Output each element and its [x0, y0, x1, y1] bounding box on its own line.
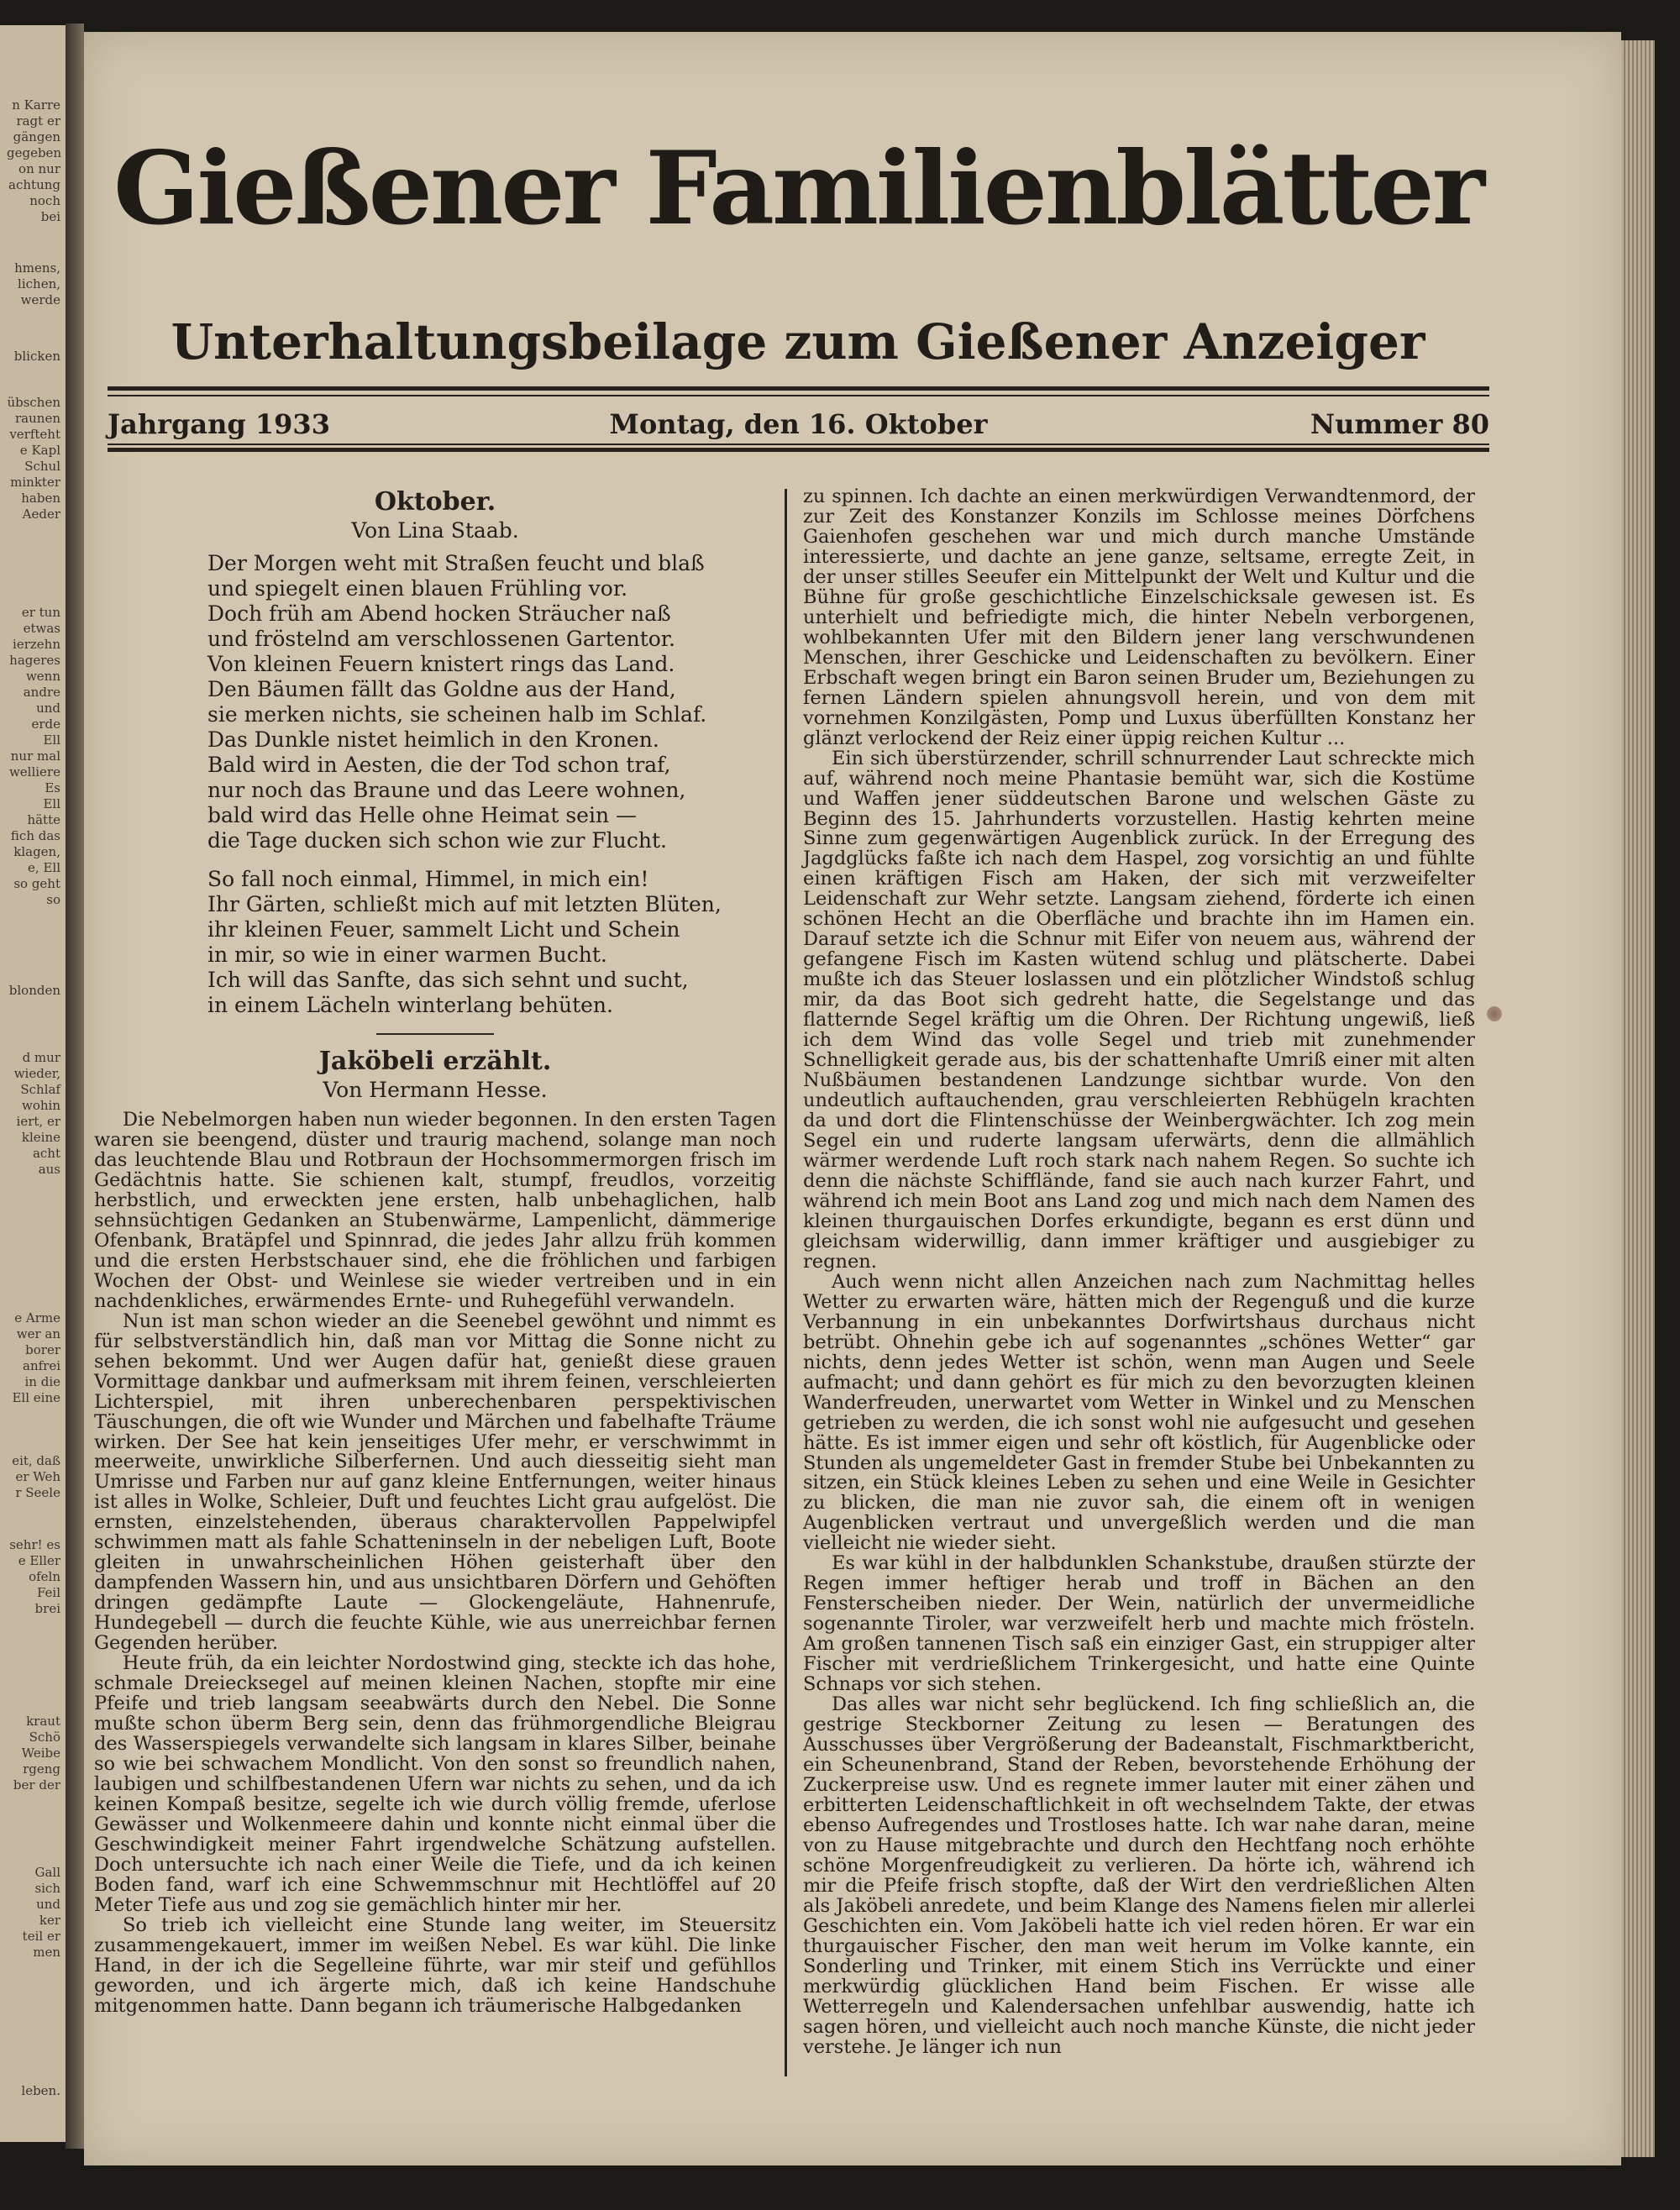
poem-line: ihr kleinen Feuer, sammelt Licht und Schein	[207, 917, 680, 942]
adjacent-text-fragment: übschen raunen verfteht e Kapl Schul minkter haben Aeder	[7, 395, 60, 522]
story-paragraph: Es war kühl in der halbdunklen Schankstube, draußen stürzte der Regen immer heftiger herab und troff in Bächen an den Fensterscheiben nieder. Der Wein, natürlich der unvermeidliche sogenannte Tiroler, war verzweifelt herb und machte mich frösteln. Am großen tannenen Tisch saß ein einziger Gast, ein struppiger alter Fischer mit verdrießlichem Trinkergesicht, und hatte eine Quinte Schnaps vor sich stehen.	[803, 1552, 1475, 1696]
masthead-title: Gießener Familienblätter	[113, 129, 1483, 248]
poem-line: Von kleinen Feuern knistert rings das Land.	[207, 652, 675, 676]
poem-title: Oktober.	[374, 487, 496, 517]
right-column	[803, 487, 1475, 2058]
header-rule	[108, 386, 1489, 391]
adjacent-text-fragment: er tun etwas ierzehn hageres wenn andre und erde Ell nur mal welliere Es Ell hätte fich das klagen, e, Ell so geht so	[8, 605, 60, 907]
poem-line: Den Bäumen fällt das Goldne aus der Hand,	[207, 677, 676, 701]
poem-line: nur noch das Braune und das Leere wohnen,	[207, 778, 686, 802]
story-paragraph: So trieb ich vielleicht eine Stunde lang weiter, im Steuersitz zusammengekauert, immer im weißen Nebel. Es war kühl. Die linke Hand, in der ich die Segelleine führte, war mir steif und gefühllos geworden, und ich ärgerte mich, daß ich keine Handschuhe mitgenommen hatte. Dann begann ich träumerische Halbgedanken	[94, 1913, 776, 2017]
issue-date: Montag, den 16. Oktober	[609, 408, 988, 440]
adjacent-text-fragment: d mur wieder, Schlaf wohin iert, er kleine acht aus	[13, 1050, 60, 1177]
dateline	[108, 405, 1489, 442]
poem-line: sie merken nichts, sie scheinen halb im Schlaf.	[207, 702, 707, 727]
story-paragraph: Ein sich überstürzender, schrill schnurrender Laut schreckte mich auf, während noch meine Phantasie bemüht war, sich die Kostüme und Waffen jener süddeutschen Barone und welschen Gäste zu Beginn des 15. Jahrhunderts vorzustellen. Hastig kehrten meine Sinne zum gegenwärtigen Augenblick zurück. In der Erregung des Jagdglücks faßte ich nach dem Haspel, zog vorsichtig an und fühlte einen kräftigen Fisch am Haken, der sich mit verzweifelter Leidenschaft zur Wehr setzte. Langsam ziehend, förderte ich einen schönen Hecht an die Oberfläche und brachte ihn im Hamen ein. Darauf setzte ich die Schnur mit Eifer von neuem aus, während der gefangene Fisch im Kasten wütend schlug und plätscherte. Dabei mußte ich das Steuer loslassen und ein plötzlicher Windstoß schlug mir, da das Boot sich gedreht hatte, die Segelstange und das flatternde Segel kräftig um die Ohren. Der Richtung ungewiß, ließ ich dem Wind das volle Segel und trieb mit zunehmender Schnelligkeit gerade aus, bis der schattenhafte Umriß einer mit alten Nußbäumen bestandenen Landzunge sichtbar wurde. Von den undeutlich auftauchenden, grau verschleierten Rebhügeln krachten da und dort die Flintenschüsse der Weinbergwächter. Ich zog mein Segel ein und ruderte langsam uferwärts, denn die allmählich wärmer werdende Luft roch stark nach nahem Regen. So suchte ich denn die nächste Schifflände, fand sie auch nach kurzer Fahrt, und während ich mein Boot ans Land zog und mich nach dem Namen des kleinen thurgauischen Dorfes erkundigte, begann es erst dünn und gleichsam widerwillig, dann immer kräftiger und ausgiebiger zu regnen.	[803, 747, 1475, 1273]
poem-line: Ihr Gärten, schließt mich auf mit letzten Blüten,	[207, 892, 722, 916]
story-text-left	[94, 1110, 776, 2017]
paper-stain	[1487, 1006, 1502, 1021]
masthead-subtitle: Unterhaltungsbeilage zum Gießener Anzeiger	[171, 313, 1425, 370]
poem-line: bald wird das Helle ohne Heimat sein —	[207, 803, 638, 827]
poem-line: in mir, so wie in einer warmen Bucht.	[207, 942, 607, 967]
adjacent-text-fragment: hmens, lichen, werde	[14, 260, 60, 307]
header-rule	[108, 395, 1489, 396]
adjacent-text-fragment: kraut Schö Weibe rgeng ber der	[13, 1714, 60, 1793]
poem-line: und fröstelnd am verschlossenen Gartentor.	[207, 627, 675, 651]
volume-label: Jahrgang 1933	[108, 408, 330, 440]
story-paragraph: Die Nebelmorgen haben nun wieder begonnen. In den ersten Tagen waren sie beengend, düster und traurig machend, solange man noch das leuchtende Blau und Rotbraun der Hochsommermorgen frisch im Gedächtnis hatte. Sie schienen kalt, stumpf, freudlos, vorzeitig herbstlich, und erweckten jene ersten, halb unbehaglichen, halb sehnsüchtigen Gedanken an Stubenwärme, Lampenlicht, dämmerige Ofenbank, Bratäpfel und Spinnrad, die jedes Jahr allzu früh kommen und die ersten Herbstschauer sind, ehe die fröhlichen und farbigen Wochen der Obst- und Weinlese sie wieder vertreiben und in ein nachdenkliches, erwärmendes Ernte- und Ruhegefühl verwandeln.	[94, 1109, 776, 1312]
story-paragraph: Das alles war nicht sehr beglückend. Ich fing schließlich an, die gestrige Steckborner Zeitung zu lesen — Beratungen des Ausschusses über Vergrößerung der Badeanstalt, Fischmarktbericht, ein Scheunenbrand, Stand der Reben, bevorstehende Erhöhung der Zuckerpreise usw. Und es regnete immer lauter mit einer zähen und erbitterten Leidenschaftlichkeit in oft wechselndem Takte, der etwas ebenso Aufregendes und Trostloses hatte. Ich war nahe daran, meine von zu Hause mitgebrachte und durch den Hechtfang noch erhöhte schöne Morgenfreudigkeit zu verlieren. Da hörte ich, während ich mir die Pfeife frisch stopfte, daß der Wirt den verdrießlichen Alten als Jaköbeli anredete, und beim Klange des Namens fielen mir allerlei Geschichten ein. Vom Jaköbeli hatte ich viel reden hören. Er war ein thurgauischer Fischer, den man weit herum im Volke kannte, ein Sonderling und Trinker, mit einem Stich ins Verrückte und einer merkwürdig glücklichen Hand beim Fischen. Er wisse alle Wetterregeln und Kalendersachen unfehlbar auswendig, hatte ich sagen hören, und vielleicht auch noch manche Künste, die nicht jeder verstehe. Je länger ich nun	[803, 1693, 1475, 2058]
issue-number: Nummer 80	[1310, 408, 1489, 440]
story-paragraph: Auch wenn nicht allen Anzeichen nach zum Nachmittag helles Wetter zu erwarten wäre, hätten mich der Regenguß und die kurze Verbannung in ein unbekanntes Dorfwirtshaus durchaus nicht betrübt. Ohnehin gebe ich auf sogenanntes „schönes Wetter“ gar nichts, denn jedes Wetter ist schön, wenn man Augen und Seele aufmacht; und dann gehört es für mich zu den bevorzugten kleinen Wanderfreuden, unerwartet vom Wetter in Winkel und zu Menschen getrieben zu werden, die ich sonst wohl nie aufgesucht und gesehen hätte. Es ist immer eigen und sehr oft köstlich, für Augenblicke oder Stunden als ungemeldeter Gast in fremder Stube bei Unbekannten zu sitzen, ein Stück kleines Leben zu sehen und eine Weile in Gesichter zu blicken, die man nie zuvor sah, die einem oft in wenigen Augenblicken vertraut und unvergeßlich werden und die man vielleicht nie wieder sieht.	[803, 1270, 1475, 1555]
stanza-gap	[207, 853, 776, 867]
story-text-right	[803, 487, 1475, 2058]
poem-line: in einem Lächeln winterlang behüten.	[207, 993, 613, 1017]
poem-line: die Tage ducken sich schon wie zur Flucht.	[207, 828, 667, 853]
adjacent-text-fragment: blonden	[8, 983, 60, 998]
poem-byline: Von Lina Staab.	[351, 518, 519, 543]
adjacent-text-fragment: leben.	[21, 2083, 60, 2098]
poem-line: Doch früh am Abend hocken Sträucher naß	[207, 601, 671, 626]
book-binding	[66, 24, 84, 2149]
adjacent-text-fragment: e Arme wer an borer anfrei in die Ell eine	[12, 1310, 60, 1405]
section-separator	[376, 1033, 494, 1035]
poem-body	[207, 551, 776, 1018]
adjacent-text-fragment: Gall sich und ker teil er men	[22, 1865, 60, 1960]
poem-line: Ich will das Sanfte, das sich sehnt und sucht,	[207, 968, 689, 992]
page-stack-edge	[1621, 40, 1655, 2157]
story-paragraph: Heute früh, da ein leichter Nordostwind ging, steckte ich das hohe, schmale Dreiecksegel auf meinen kleinen Nachen, stopfte mir eine Pfeife und trieb langsam seeabwärts durch den Nebel. Die Sonne mußte schon überm Berg sein, denn das frühmorgendliche Bleigrau des Wasserspiegels verwandelte sich langsam in klares Silber, beinahe so wie bei schwachem Mondlicht. Von den sonst so freundlich nahen, laubigen und schilfbestandenen Ufern war nichts zu sehen, und da ich keinen Kompaß besitze, segelte ich wie durch völlig fremde, uferlose Gewässer und Wolkenmeere dahin und konnte nicht einmal über die Geschwindigkeit meiner Fahrt irgendwelche Schätzung aufstellen. Doch untersuchte ich nach einer Weile die Tiefe, und da ich keinen Boden fand, warf ich eine Schwemmschnur mit Hechtlöffel auf 20 Meter Tiefe aus und zog sie gemächlich hinter mir her.	[94, 1652, 776, 1916]
poem-line: So fall noch einmal, Himmel, in mich ein!	[207, 867, 649, 891]
adjacent-page-edge	[0, 25, 68, 2142]
story-title: Jaköbeli erzählt.	[318, 1047, 552, 1076]
left-column	[94, 487, 776, 2017]
poem-line: und spiegelt einen blauen Frühling vor.	[207, 576, 628, 601]
header-rule	[108, 444, 1489, 445]
poem-line: Bald wird in Aesten, die der Tod schon traf,	[207, 753, 671, 777]
adjacent-text-fragment: eit, daß er Weh r Seele	[12, 1453, 60, 1500]
poem-line: Das Dunkle nistet heimlich in den Kronen.	[207, 727, 659, 752]
poem-line: Der Morgen weht mit Straßen feucht und blaß	[207, 551, 705, 575]
header-rule	[108, 448, 1489, 452]
story-paragraph: Nun ist man schon wieder an die Seenebel gewöhnt und nimmt es für selbstverständlich hin, daß man vor Mittag die Sonne nicht zu sehen bekommt. Und wer Augen dafür hat, genießt diese grauen Vormittage dankbar und aufmerksam mit ihrem feinen, verschleierten Lichterspiel, mit ihren unberechenbaren perspektivischen Täuschungen, die oft wie Wunder und Märchen und fabelhafte Träume wirken. Der See hat kein jenseitiges Ufer mehr, er verschwimmt in meerweite, unwirkliche Silberfernen. Und auch diesseitig sieht man Umrisse und Farben nur auf ganz kleine Entfernungen, weiter hinaus ist alles in Wolke, Schleier, Duft und feuchtes Licht grau aufgelöst. Die ernsten, einzelstehenden, überaus charaktervollen Pappelwipfel schwimmen matt als fahle Schatteninseln in der nebeligen Luft, Boote gleiten in unwahrscheinlichen Höhen geisterhaft über den dampfenden Wassern hin, und aus unsichtbaren Dörfern und Gehöften dringen gedämpfte Laute — Glockengeläute, Hahnenrufe, Hundegebell — durch die feuchte Kühle, wie aus unerreichbar fernen Gegenden herüber.	[94, 1310, 776, 1655]
story-paragraph: zu spinnen. Ich dachte an einen merkwürdigen Verwandtenmord, der zur Zeit des Konstanzer Konzils im Schlosse meines Dörfchens Gaienhofen geschehen war und mich durch manche Umstände interessierte, und dachte an jene ganze, seltsame, erregte Zeit, in der unser stilles Seeufer ein Mittelpunkt der Welt und Kultur und die Bühne für große geschichtliche Einzelschicksale gewesen ist. Es unterhielt und befriedigte mich, die hinter Nebeln verborgenen, wohlbekannten Ufer mit den Bildern jener lang verschwundenen Menschen, ihrer Geschicke und Leidenschaften zu bevölkern. Einer Erbschaft wegen bringt ein Baron seinen Bruder um, Beziehungen zu fernen Ländern spielen ahnungsvoll herein, und von dem mit vornehmen Konzilgästen, Pomp und Luxus überfüllten Konstanz her glänzt verlockend der Reiz einer üppig reichen Kultur ...	[803, 486, 1475, 749]
adjacent-text-fragment: sehr! es e Eller ofeln Feil brei	[9, 1537, 60, 1616]
adjacent-text-fragment: blicken	[13, 349, 60, 364]
column-divider	[785, 489, 787, 2076]
story-byline: Von Hermann Hesse.	[323, 1078, 548, 1102]
adjacent-text-fragment: n Karre ragt er gängen gegeben on nur achtung noch bei	[7, 97, 62, 224]
